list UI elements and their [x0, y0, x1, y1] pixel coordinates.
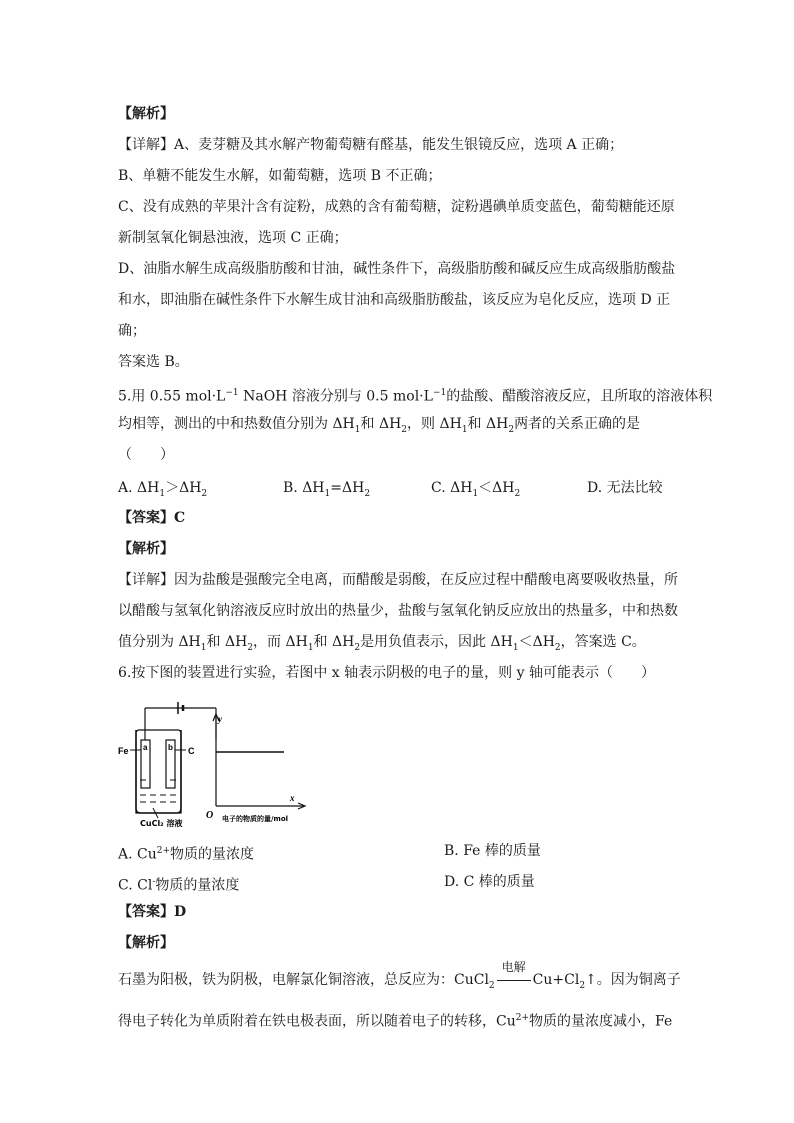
detail-line: D、油脂水解生成高级脂肪酸和甘油，碱性条件下，高级脂肪酸和碱反应生成高级脂肪酸盐 [118, 261, 676, 277]
detail-line: 和水，即油脂在碱性条件下水解生成甘油和高级脂肪酸盐，该反应为皂化反应，选项 D 正 [118, 292, 671, 308]
analysis-line: 石墨为阳极，铁为阴极，电解氯化铜溶液，总反应为：CuCl$_2$ 电解 $Cu+Cl_2↑$。因为铜离子 [118, 970, 681, 996]
x-axis-label: x [290, 793, 295, 803]
b-label: b [168, 743, 173, 752]
question-5-line1: 5.用 0.55 $mol\cdot L^{-1}$ NaOH 溶液分别与 0.5 $mol\cdot L^{-1}$的盐酸、醋酸溶液反应，且所取的溶液体积 [118, 388, 713, 405]
answer-q6: 【答案】D [118, 904, 187, 920]
origin-label: O [206, 810, 214, 821]
question-6: 6.按下图的装置进行实验，若图中 x 轴表示阴极的电子的量，则 y 轴可能表示（ ） [118, 665, 655, 681]
analysis-line: 得电子转化为单质附着在铁电极表面，所以随着电子的转移，$Cu^{2+}$物质的量浓度减小，Fe [118, 1013, 673, 1030]
option-d-q6[interactable]: D. C 棒的质量 [444, 874, 535, 890]
question-5-paren: （ ） [118, 447, 174, 463]
detail-line: 以醋酸与氢氧化钠溶液反应时放出的热量少，盐酸与氢氧化钠反应放出的热量多，中和热数 [118, 603, 678, 619]
analysis-heading: 【解析】 [118, 541, 174, 557]
option-a-q5[interactable]: A. $\Delta H_1>\Delta H_2$ [118, 480, 208, 499]
answer-select-line: 答案选 B。 [118, 354, 189, 370]
electrolysis-figure [118, 700, 318, 830]
analysis-heading: 【解析】 [118, 935, 174, 951]
detail-line: C、没有成熟的苹果汁含有淀粉，成熟的含有葡萄糖，淀粉遇碘单质变蓝色，葡萄糖能还原 [118, 199, 675, 215]
answer-q5: 【答案】C [118, 510, 186, 526]
c-label: C [188, 746, 195, 756]
detail-line: 新制氢氧化铜悬浊液，选项 C 正确； [118, 230, 348, 246]
option-c-q5[interactable]: C. $\Delta H_1<\Delta H_2$ [431, 480, 521, 499]
x-caption: 电子的物质的量/mol [222, 815, 289, 823]
y-axis-label: y [218, 714, 222, 724]
option-d-q5[interactable]: D. 无法比较 [587, 480, 663, 496]
option-c-q6[interactable]: C. Cl-物质的量浓度 [118, 877, 240, 894]
option-b-q6[interactable]: B. Fe 棒的质量 [444, 843, 541, 859]
a-label: a [143, 743, 148, 752]
detail-line: 确； [118, 323, 146, 339]
detail-line: 值分别为 $\Delta H_1$和 $\Delta H_2$，而 $\Delta H_1$和 $\Delta H_2$是用负值表示，因此 $\Delta H_1<\Delta H_2$，答案选 C。 [118, 634, 646, 653]
option-b-q5[interactable]: B. $\Delta H_1=\Delta H_2$ [283, 480, 371, 499]
analysis-heading: 【解析】 [118, 106, 174, 122]
question-5-line2: 均相等，测出的中和热数值分别为 $\Delta H_1$和 $\Delta H_2$，则 $\Delta H_1$和 $\Delta H_2$两者的关系正确的是 [118, 416, 641, 435]
detail-line: 【详解】因为盐酸是强酸完全电离，而醋酸是弱酸，在反应过程中醋酸电离要吸收热量，所 [118, 572, 678, 588]
detail-line: B、单糖不能发生水解，如葡萄糖，选项 B 不正确； [118, 168, 442, 184]
reaction-condition: 电解 [501, 960, 526, 974]
option-a-q6[interactable]: A. $Cu^{2+}$物质的量浓度 [118, 846, 255, 863]
fe-label: Fe [118, 746, 129, 756]
solution-label: CuCl₂ 溶液 [140, 819, 183, 828]
detail-line: 【详解】A、麦芽糖及其水解产物葡萄糖有醛基，能发生银镜反应，选项 A 正确； [118, 137, 624, 153]
